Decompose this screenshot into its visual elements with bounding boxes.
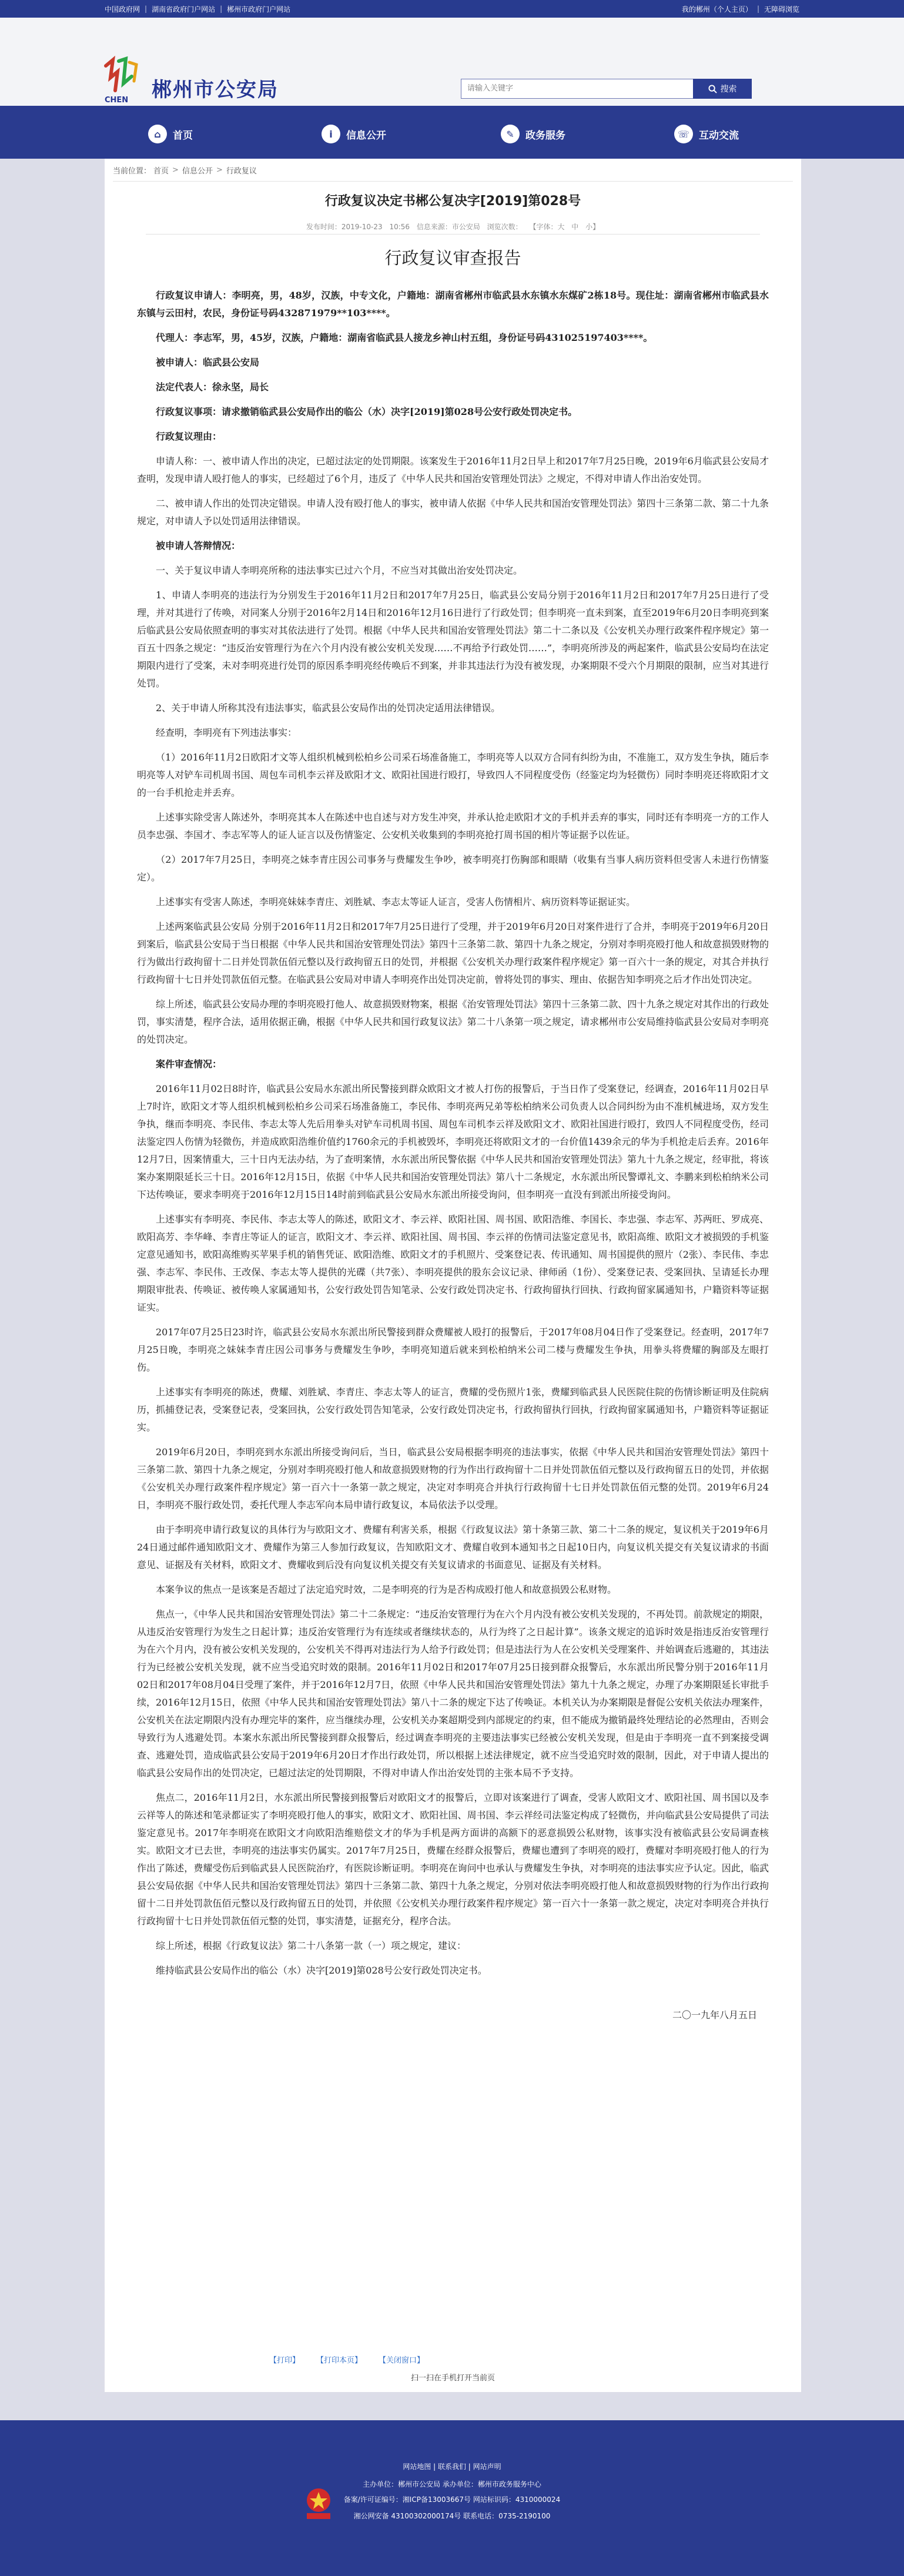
nav-gov-service-label: 政务服务 [525, 130, 565, 142]
article-paragraph: 上述事实有受害人陈述，李明亮妹妹李青庄、刘胜斌、李志太等证人证言，受害人伤情相片、病历资料等证据证实。 [156, 896, 636, 907]
nav-info-open[interactable] [322, 123, 515, 142]
info-icon: i [322, 125, 340, 143]
article-paragraph: （2）2017年7月25日，李明亮之妹李青庄因公司事务与费耀发生争吵，被李明亮打伤胸部和眼睛（收集有当事人病历资料但受害人未进行伤情鉴定）。 [137, 854, 769, 883]
article-paragraph: 2016年11月02日8时许，临武县公安局水东派出所民警接到群众欧阳文才被人打伤的报警后，于当日作了受案登记，经调查，2016年11月02日早上7时许，欧阳文才等人组织机械到松柏乡公司采石场准备施工，李民伟、李明亮两兄弟等松柏纳米公司负责人以合同纠纷为由不准机械进场，双方发生争执，继而李明亮、李民伟、李志太等人先后用拳头对铲车司机周书国、周包车司机李云祥及欧阳文才、欧阳社国进行殴打，致四人不同程度受伤，经司法鉴定四人伤情为轻微伤，并造成欧阳浩维价值约1760余元的手机被毁坏，李明亮还将欧阳文才的一台价值1439余元的华为手机抢走后丢弃。2016年12月7日，因案情重大，三十日内无法办结，为了查明案情，水东派出所民警依据《中华人民共和国治安管理处罚法》第九十九条之规定，经审批，将该案办案期限延长三十日。2016年12月15日，依据《中华人民共和国治安管理处罚法》第八十二条规定，水东派出所民警谭礼文、李鹏来到松柏纳米公司下达传唤证，要求李明亮于2016年12月15日14时前到临武县公安局水东派出所接受询问，但李明亮一直没有到派出所接受询问。 [137, 1083, 769, 1200]
content-page [105, 159, 801, 2392]
page-title: 行政复议决定书郴公复决字[2019]第028号 [324, 194, 581, 209]
article-paragraph: 焦点二，2016年11月2日，水东派出所民警接到报警后对欧阳文才的报警后，立即对该案进行了调查，受害人欧阳文才、欧阳社国、周书国以及李云祥等人的陈述和笔录都证实了李明亮殴打他人的事实，欧阳文才、欧阳社国、周书国、李云祥经司法鉴定构成了轻微伤，并向临武县公安局提供了司法鉴定意见书。2017年李明亮在欧阳文才向欧阳浩维赔偿文才的华为手机是两方面讲的高额下的恶意损毁公私财物，该事实没有被临武县公安局调查核实。欧阳文才已去世，李明亮的违法事实仍属实。2017年7月25日，费耀在经群众报警后，费耀也遭到了李明亮的殴打，费耀对李明亮殴打他人的行为作出了陈述，费耀受伤后到临武县人民医院治疗，有医院诊断证明。李明亮在询问中也承认与费耀发生争执，对李明亮的违法事实应予认定。因此，临武县公安局依据《中华人民共和国治安管理处罚法》第四十三条第二款、第四十九条之规定，分别对依法李明亮殴打他人和故意损毁财物的行为作出行政拘留十二日并处罚款伍佰元整以及行政拘留五日的处罚，并依照《公安机关办理行政案件程序规定》第一百六十一条第一款之规定，决定对李明亮合并执行行政拘留十七日并处罚款伍佰元整的处罚，事实清楚，证据充分，程序合法。 [137, 1792, 769, 1927]
breadcrumb [113, 159, 793, 182]
article-paragraph: 代理人：李志军，男，45岁，汉族，户籍地：湖南省临武县人接龙乡神山村五组，身份证号码431025197403****。 [156, 332, 653, 343]
article-paragraph: 上述事实有李明亮的陈述，费耀、刘胜斌、李青庄、李志太等人的证言，费耀的受伤照片1张，费耀到临武县人民医院住院的伤情诊断证明及住院病历，抓捕登记表，受案登记表，受案回执，公安行政处罚告知笔录，公安行政处罚决定书，行政拘留执行回执，行政拘留家属通知书，户籍资料等证据证实。 [137, 1386, 769, 1433]
nav-gov-service[interactable] [501, 123, 695, 142]
article-signature-date: 二〇一九年八月五日 [672, 2009, 757, 2021]
article-paragraph: 本案争议的焦点一是该案是否超过了法定追究时效，二是李明亮的行为是否构成殴打他人和故意损毁公私财物。 [156, 1584, 617, 1595]
article-body [137, 247, 769, 2031]
article-paragraph: 行政复议申请人：李明亮，男，48岁，汉族，中专文化，户籍地：湖南省郴州市临武县水东镇水东煤矿2栋18号。现住址：湖南省郴州市临武县水东镇与云田村，农民，身份证号码432871979**103****。 [137, 290, 769, 319]
article-paragraph: 经查明，李明亮有下列违法事实： [156, 727, 297, 738]
article-meta: 发布时间：2019-10-23 10:56 信息来源：市公安局 浏览次数： 【字体：大 中 小】 [306, 223, 600, 231]
article-paragraph: 上述事实除受害人陈述外，李明亮其本人在陈述中也自述与对方发生冲突，并承认抢走欧阳才文的手机并丢弃的事实，同时还有李明亮一方的工作人员李忠强、李国才、李志军等人的证人证言以及伤情鉴定、公安机关收集到的李明亮抢打周书国的相片等证据予以佐证。 [137, 812, 769, 840]
site-logo-icon[interactable] [100, 54, 147, 107]
search-icon [708, 85, 717, 93]
article-paragraph: 被申请人答辩情况： [156, 540, 241, 551]
nav-interaction-label: 互动交流 [699, 130, 739, 142]
link-central-gov[interactable]: 中国政府网 [105, 5, 140, 14]
nav-home-label: 首页 [173, 130, 193, 142]
footer-links[interactable]: 网站地图 | 联系我们 | 网站声明 [403, 2463, 501, 2471]
article-paragraph: 一、关于复议申请人李明亮所称的违法事实已过六个月，不应当对其做出治安处罚决定。 [156, 565, 523, 576]
article-paragraph: 2019年6月20日，李明亮到水东派出所接受询问后，当日，临武县公安局根据李明亮的违法事实，依据《中华人民共和国治安管理处罚法》第四十三条第二款、第四十九条之规定，分别对李明亮殴打他人和故意损毁财物的行为作出行政拘留十二日并处罚款伍佰元整以及行政拘留五日的处罚，并依据《公安机关办理行政案件程序规定》第一百六十一条第一款之规定，决定对李明亮合并执行行政拘留十七日并处罚款伍佰元整的处罚。2019年6月24日，李明亮不服行政处罚，委托代理人李志军向本局申请行政复议，本局依法予以受理。 [137, 1446, 769, 1510]
article-paragraph: 上述两案临武县公安局 分别于2016年11月2日和2017年7月25日进行了受理，并于2019年6月20日对案件进行了合并，李明亮于2019年6月20日到案后，临武县公安局于当日根据《中华人民共和国治安管理处罚法》第四十三条第二款、第四十九条之规定，分别对李明亮殴打他人和故意损毁财物的行为做出行政拘留十二日并处罚款伍佰元整以及行政拘留五日的处罚，并根据《公安机关办理行政案件程序规定》第一百六十一条的规定，对其合并执行行政拘留十七日并处罚款伍佰元整。在临武县公安局对申请人李明亮作出处罚决定前，曾将处罚的事实、理由、依据告知李明亮之后才作出处罚决定。 [137, 921, 769, 985]
article-paragraph: 焦点一，《中华人民共和国治安管理处罚法》第二十二条规定：“违反治安管理行为在六个月内没有被公安机关发现的，不再处罚。前款规定的期限，从违反治安管理行为发生之日起计算；违反治安管理行为有连续或者继续状态的，从行为终了之日起计算”。该条文规定的追诉时效是指违反治安管理行为在六个月内，没有被公安机关发现的，公安机关不得再对违法行为人给予行政处罚；但是违法行为人在公安机关受理案件、并始调查后逃避的，其违法行为已经被公安机关发现，就不应当受追究时效的限制。2016年11月02日和2017年07月25日接到群众报警后，水东派出所民警分别于2016年11月02日和2017年08月04日受理了案件，并于2016年12月7日，依照《中华人民共和国治安管理处罚法》第九十九条之规定，办理了办案期限延长审批手续，2016年12月15日，依照《中华人民共和国治安管理处罚法》第八十二条的规定下达了传唤证。本机关认为办案期限是督促公安机关依法办理案件，公安机关在法定期限内没有办理完毕的案件，应当继续办理，公安机关办案超期受到内部规定的约束，但不能成为撤销最终处理结论的必然理由，否则会导致行为人逃避处罚。本案水东派出所民警接到群众报警后，经过调查李明亮的主要违法事实已经被公安机关发现，但是由于李明亮一直不到案接受调查、逃避处罚，造成临武县公安局于2019年6月20日才作出行政处罚，所以根据上述法律规定，就不应当受追究时效的限制，因此，对于申请人提出的临武县公安局作出的处罚决定，已超过法定的处罚期限，不得对申请人作出治安处罚的主张本局不予支持。 [137, 1609, 769, 1778]
article-paragraph: （1）2016年11月2日欧阳才文等人组织机械到松柏乡公司采石场准备施工，李明亮等人以双方合同有纠纷为由，不准施工，双方发生争执，随后李明亮等人对铲车司机周书国、周包车司机李云祥及欧阳才文、欧阳社国进行殴打，导致四人不同程度受伤（经鉴定均为轻微伤）同时李明亮还将欧阳才文的一台手机抢走并丢弃。 [137, 752, 769, 798]
separator: | [756, 5, 759, 13]
article-paragraph: 被申请人：临武县公安局 [156, 357, 260, 368]
print-link[interactable]: 【打印】 [269, 2356, 300, 2365]
link-chenzhou-gov[interactable]: 郴州市政府门户网站 [227, 5, 291, 14]
search-box [461, 79, 752, 99]
top-utility-bar [0, 0, 904, 18]
article-paragraph: 上述事实有李明亮、李民伟、李志太等人的陈述，欧阳文才、李云祥、欧阳社国、周书国、欧阳浩维、李国长、李忠强、李志军、苏两旺、罗成亮、欧阳高芳、李华峰、李青庄等证人的证言，欧阳文才、李云祥、欧阳社国、周书国、李云祥的伤情司法鉴定意见书，欧阳高维、欧阳文才被损毁的手机鉴定意见通知书，欧阳高维购买苹果手机的销售凭证、欧阳浩维、欧阳文才的手机照片、受案登记表、传讯通知、周书国提供的照片（2张）、李民伟、李忠强、李志军、李民伟、王改保、李志太等人提供的光碟（共7张）、李明亮提供的股东会议记录、律师函（1份）、受案登记表、受案回执、呈请延长办理期限审批表、传唤证、被传唤人家属通知书，公安行政处罚告知笔录、公安行政处罚决定书、行政拘留执行回执、行政拘留家属通知书，户籍资料等证据证实。 [137, 1214, 769, 1313]
logo-text: CHEN [105, 96, 129, 105]
nav-home[interactable] [148, 123, 342, 142]
nav-info-open-label: 信息公开 [346, 130, 386, 142]
footer-beian: 湘公网安备 43100302000174号 联系电话：0735-2190100 [353, 2512, 551, 2520]
chat-icon: ☏ [674, 125, 693, 143]
link-hunan-gov[interactable]: 湖南省政府门户网站 [152, 5, 216, 14]
search-button-label: 搜索 [720, 85, 737, 94]
link-my-chenzhou[interactable]: 我的郴州（个人主页） [681, 5, 752, 14]
article-paragraph: 综上所述，根据《行政复议法》第二十八条第一款（一）项之规定，建议： [156, 1940, 467, 1951]
breadcrumb-separator: > [172, 165, 179, 175]
breadcrumb-admin-review[interactable]: 行政复议 [226, 166, 257, 176]
footer-icp: 备案/许可证编号：湘ICP备13003667号 网站标识码：4310000024 [343, 2495, 561, 2504]
service-icon: ✎ [501, 125, 520, 143]
separator: | [145, 5, 148, 13]
divider [146, 234, 760, 235]
search-button[interactable] [693, 79, 752, 99]
article-paragraph: 2017年07月25日23时许，临武县公安局水东派出所民警接到群众费耀被人殴打的报警后，于2017年08月04日作了受案登记。经查明，2017年7月25日晚，李明亮之妹妹李青庄因公司事务与费耀发生争吵，李明亮知道后就来到松柏纳米公司二楼与费耀发生争执，用拳头将费耀的胸部及左眼打伤。 [137, 1326, 769, 1373]
article-paragraph: 法定代表人：徐永坚，局长 [156, 381, 269, 393]
separator: | [220, 5, 223, 13]
site-title: 郴州市公安局 [152, 78, 279, 102]
article-paragraph: 维持临武县公安局作出的临公（水）决字[2019]第028号公安行政处罚决定书。 [156, 1965, 487, 1976]
link-accessibility[interactable]: 无障碍浏览 [764, 5, 799, 14]
article-paragraph: 案件审查情况： [156, 1058, 222, 1070]
breadcrumb-home[interactable]: 首页 [153, 166, 169, 176]
footer-sponsor: 主办单位：郴州市公安局 承办单位：郴州市政务服务中心 [363, 2480, 541, 2488]
qr-note: 扫一扫在手机打开当前页 [410, 2374, 495, 2383]
article-heading: 行政复议审查报告 [384, 248, 521, 268]
print-page-link[interactable]: 【打印本页】 [316, 2356, 363, 2365]
article-paragraph: 行政复议事项：请求撤销临武县公安局作出的临公（水）决字[2019]第028号公安行政处罚决定书。 [156, 406, 578, 417]
site-header [0, 18, 904, 106]
breadcrumb-info-open[interactable]: 信息公开 [182, 166, 213, 176]
breadcrumb-separator: > [216, 165, 223, 175]
party-gov-emblem-icon[interactable] [303, 2486, 334, 2521]
article-paragraph: 1、申请人李明亮的违法行为分别发生于2016年11月2日和2017年7月25日，临武县公安局分别于2016年11月2日和2017年7月25日进行了受理，并对其进行了传唤，对同案人分别于2016年2月14日和2016年12月16日进行了行政处罚；但李明亮一直未到案，直至2019年6月20日李明亮到案后临武县公安局依照查明的事实对其依法进行了处罚。根据《中华人民共和国治安管理处罚法》第二十二条以及《公安机关办理行政案件程序规定》第一百五十四条之规定：“违反治安管理行为在六个月内没有被公安机关发现……不再给予行政处罚……”，李明亮所涉及的两起案件，临武县公安局均在法定期限内进行了受案，未对李明亮进行处罚的原因系李明亮经传唤后不到案，并非其违法行为没有被发现，办案期限不受六个月期限的限制，应当对其进行处罚。 [137, 589, 769, 689]
search-input[interactable] [461, 79, 697, 97]
article-paragraph: 由于李明亮申请行政复议的具体行为与欧阳文才、费耀有利害关系，根据《行政复议法》第十条第三款、第二十二条的规定，复议机关于2019年6月24日通过邮件通知欧阳文才、费耀作为第三人参加行政复议，告知欧阳文才、费耀自收到本通知书之日起10日内，向复议机关提交有关复议请求的书面意见、证据及有关材料，欧阳文才、费耀收到后没有向复议机关提交有关复议请求的书面意见、证据及有关材料。 [137, 1524, 769, 1570]
article-paragraph: 行政复议理由： [156, 431, 222, 442]
article-paragraph: 综上所述，临武县公安局办理的李明亮殴打他人、故意损毁财物案，根据《治安管理处罚法》第四十三条第二款、四十九条之规定对其作出的行政处罚，事实清楚，程序合法，适用依据正确，根据《中华人民共和国行政复议法》第二十八条第一项之规定，请求郴州市公安局维持临武县公安局对李明亮的处罚决定。 [137, 999, 769, 1045]
breadcrumb-label: 当前位置： [113, 166, 152, 176]
article-paragraph: 申请人称：一、被申请人作出的决定，已超过法定的处罚期限。该案发生于2016年11月2日早上和2017年7月25日晚，2019年6月临武县公安局才查明，发现申请人殴打他人的事实，已经超过了6个月，违反了《中华人民共和国治安管理处罚法》之规定，不得对申请人作出治安处罚。 [137, 455, 769, 484]
home-icon: ⌂ [148, 125, 167, 143]
nav-interaction[interactable] [674, 123, 868, 142]
article-paragraphs [137, 287, 769, 1979]
article-paragraph: 二、被申请人作出的处罚决定错误。申请人没有殴打他人的事实，被申请人依据《中华人民共和国治安管理处罚法》第四十三条第二款、第二十九条规定，对申请人予以处罚适用法律错误。 [137, 498, 769, 527]
article-paragraph: 2、关于申请人所称其没有违法事实，临武县公安局作出的处罚决定适用法律错误。 [156, 702, 501, 713]
site-footer [0, 2420, 904, 2576]
close-window-link[interactable]: 【关闭窗口】 [379, 2356, 425, 2365]
